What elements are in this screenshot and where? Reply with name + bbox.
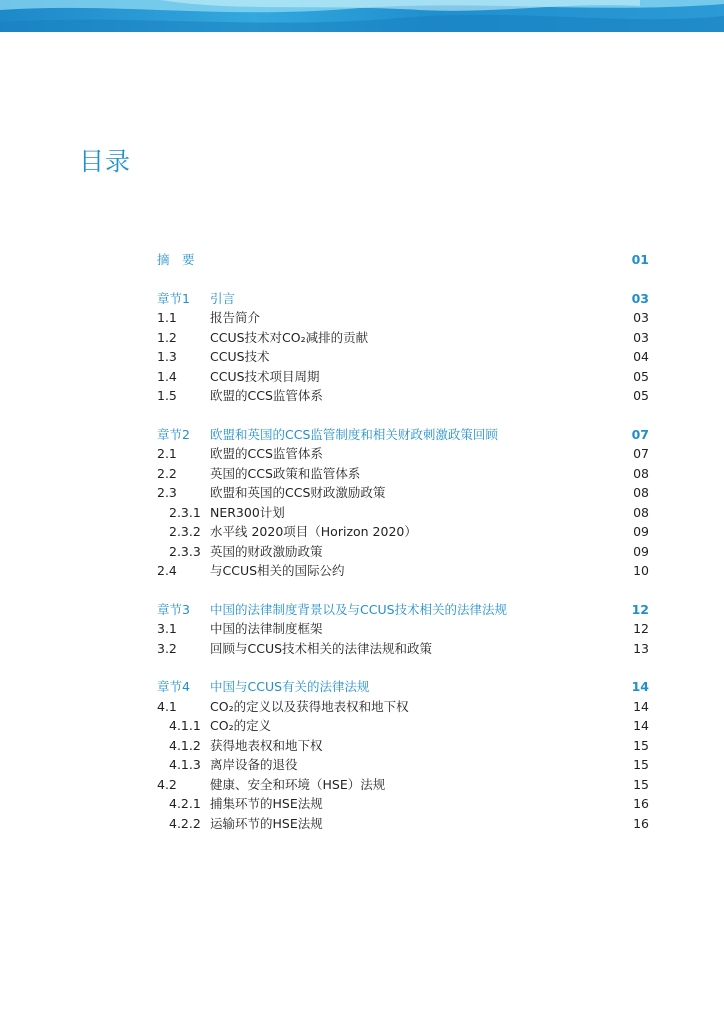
toc-entry-page-number: 03 [633,310,649,325]
toc-entry-page-number: 16 [633,796,649,811]
toc-entry-page-number: 07 [633,446,649,461]
toc-entry-page-number: 15 [633,776,649,792]
toc-entry-page-number: 03 [631,290,649,306]
toc-entry-page-number: 09 [633,524,649,539]
toc-entry-title: 运输环节的HSE法规 [210,815,323,831]
toc-entry-page-number: 07 [631,426,649,442]
toc-entry-title: 捕集环节的HSE法规 [210,796,323,811]
toc-entry-number: 1.4 [157,368,177,384]
toc-entry-row[interactable] [157,794,649,813]
toc-entry-number: 4.1.3 [169,757,201,772]
toc-entry-title: CCUS技术 [210,349,270,364]
toc-entry-number: 2.3.3 [169,543,201,559]
toc-entry-row[interactable] [157,308,649,327]
toc-entry-page-number: 12 [631,601,649,617]
toc-entry-title: NER300计划 [210,504,285,520]
toc-abstract-row[interactable] [157,250,649,269]
toc-entry-row[interactable] [157,755,649,774]
toc-entry-number: 4.1 [157,698,177,714]
toc-entry-row[interactable] [157,444,649,463]
toc-entry-page-number: 14 [631,679,649,694]
toc-entry-title: 健康、安全和环境（HSE）法规 [210,776,386,792]
toc-chapter-row[interactable] [157,425,649,444]
toc-entry-number: 章节1 [157,290,190,306]
toc-entry-row[interactable] [157,328,649,347]
toc-entry-number: 2.3.2 [169,524,201,539]
toc-entry-number: 2.3.1 [169,504,201,520]
toc-entry-title: CO₂的定义 [210,718,272,733]
toc-entry-page-number: 16 [633,815,649,831]
toc-entry-number: 4.1.2 [169,737,201,753]
toc-chapter-row[interactable] [157,600,649,619]
toc-entry-row[interactable] [157,775,649,794]
toc-entry-page-number: 15 [633,757,649,772]
toc-entry-title: 欧盟的CCS监管体系 [210,446,323,461]
toc-entry-title: 水平线 2020项目（Horizon 2020） [210,524,417,539]
toc-entry-row[interactable] [157,522,649,541]
toc-entry-title: CCUS技术项目周期 [210,368,320,384]
toc-entry-number: 2.3 [157,485,177,500]
toc-entry-row[interactable] [157,503,649,522]
toc-chapter-row[interactable] [157,289,649,308]
toc-entry-number: 2.4 [157,563,177,578]
toc-entry-page-number: 08 [633,465,649,481]
toc-entry-page-number: 05 [633,368,649,384]
toc-entry-row[interactable] [157,697,649,716]
toc-entry-row[interactable] [157,736,649,755]
toc-entry-title: 中国与CCUS有关的法律法规 [210,679,370,694]
toc-entry-row[interactable] [157,716,649,735]
toc-entry-title: 获得地表权和地下权 [210,737,323,753]
toc-entry-number: 1.3 [157,349,177,364]
toc-entry-page-number: 10 [633,563,649,578]
toc-entry-number: 1.1 [157,310,177,325]
toc-entry-row[interactable] [157,483,649,502]
toc-entry-title: 欧盟和英国的CCS财政激励政策 [210,485,386,500]
toc-entry-title: 欧盟的CCS监管体系 [210,388,323,403]
toc-entry-title: 欧盟和英国的CCS监管制度和相关财政刺激政策回顾 [210,426,498,442]
toc-entry-row[interactable] [157,347,649,366]
toc-chapter-row[interactable] [157,677,649,696]
toc-entry-number: 2.2 [157,465,177,481]
toc-entry-page-number: 13 [633,640,649,656]
toc-entry-title: 与CCUS相关的国际公约 [210,563,345,578]
toc-entry-page-number: 14 [633,718,649,733]
toc-entry-page-number: 01 [631,252,649,267]
toc-entry-title: 中国的法律制度背景以及与CCUS技术相关的法律法规 [210,601,508,617]
toc-entry-title: 离岸设备的退役 [210,757,298,772]
toc-entry-row[interactable] [157,639,649,658]
toc-entry-row[interactable] [157,542,649,561]
toc-entry-number: 1.5 [157,388,177,403]
toc-entry-title: 引言 [210,290,236,306]
toc-entry-row[interactable] [157,367,649,386]
toc-entry-page-number: 09 [633,543,649,559]
toc-entry-number: 3.2 [157,640,177,656]
toc-entry-title: 回顾与CCUS技术相关的法律法规和政策 [210,640,433,656]
toc-entry-title: CO₂的定义以及获得地表权和地下权 [210,698,409,714]
toc-entry-number: 章节4 [157,679,190,694]
decorative-wave-band [0,0,724,32]
toc-entry-title: 英国的CCS政策和监管体系 [210,465,361,481]
toc-entry-number: 3.1 [157,621,177,636]
toc-entry-title: 中国的法律制度框架 [210,621,323,636]
toc-entry-row[interactable] [157,814,649,833]
toc-entry-title: 英国的财政激励政策 [210,543,323,559]
toc-entry-label: 摘 要 [157,252,195,267]
toc-entry-number: 4.2 [157,776,177,792]
toc-entry-row[interactable] [157,619,649,638]
toc-entry-page-number: 08 [633,504,649,520]
toc-entry-page-number: 12 [633,621,649,636]
toc-entry-number: 章节3 [157,601,190,617]
toc-entry-page-number: 04 [633,349,649,364]
toc-entry-number: 章节2 [157,426,190,442]
toc-entry-number: 4.1.1 [169,718,201,733]
toc-entry-number: 2.1 [157,446,177,461]
toc-entry-title: 报告简介 [210,310,261,325]
page-title: 目录 [79,147,132,176]
toc-entry-row[interactable] [157,386,649,405]
toc-entry-page-number: 15 [633,737,649,753]
toc-entry-page-number: 05 [633,388,649,403]
toc-entry-number: 1.2 [157,329,177,345]
toc-entry-row[interactable] [157,561,649,580]
toc-entry-row[interactable] [157,464,649,483]
toc-entry-page-number: 14 [633,698,649,714]
toc-entry-page-number: 03 [633,329,649,345]
toc-entry-page-number: 08 [633,485,649,500]
toc-entry-number: 4.2.1 [169,796,201,811]
toc-entry-number: 4.2.2 [169,815,201,831]
toc-entry-title: CCUS技术对CO₂减排的贡献 [210,329,369,345]
